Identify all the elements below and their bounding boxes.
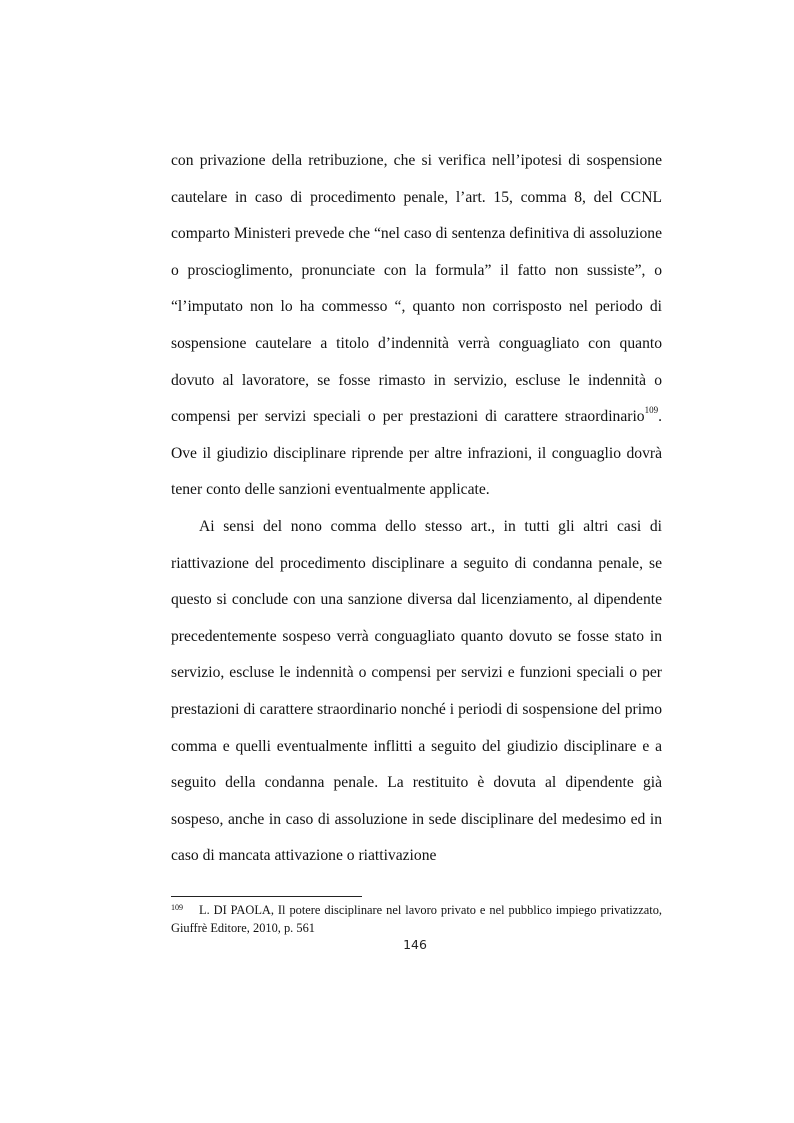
- footnote: [171, 902, 662, 936]
- footnote-separator: [171, 896, 362, 897]
- page-number: 146: [403, 937, 427, 952]
- paragraph-2: Ai sensi del nono comma dello stesso art., in tutti gli altri casi di riattivazione del procedimento disciplinare a seguito di condanna penale, se questo si conclude con una sanzione diversa dal licenziamento, al dipendente precedentemente sospeso verrà conguagliato quanto dovuto se fosse stato in servizio, escluse le indennità o compensi per servizi e funzioni speciali o per prestazioni di carattere straordinario nonché i periodi di sospensione del primo comma e quelli eventualmente inflitti a seguito del giudizio disciplinare e a seguito della condanna penale. La restituito è dovuta al dipendente già sospeso, anche in caso di assoluzione in sede disciplinare del medesimo ed in caso di mancata attivazione o riattivazione: [171, 517, 662, 865]
- footnote-number: 109: [171, 903, 183, 912]
- footnote-reference: 109: [644, 404, 659, 415]
- footnote-text: L. DI PAOLA, Il potere disciplinare nel lavoro privato e nel pubblico impiego privatizzato, Giuffrè Editore, 2010, p. 561: [171, 903, 662, 935]
- paragraph-1: [171, 143, 662, 509]
- body-text: [171, 143, 662, 875]
- paragraph-1-text-after-ref: . Ove il giudizio disciplinare riprende per altre infrazioni, il conguaglio dovrà tener conto delle sanzioni eventualmente applicate.: [171, 408, 662, 499]
- paragraph-1-text-before-ref: con privazione della retribuzione, che si verifica nell’ipotesi di sospensione cautelare in caso di procedimento penale, l’art. 15, comma 8, del CCNL comparto Ministeri prevede che “nel caso di sentenza definitiva di assoluzione o proscioglimento, pronunciate con la formula” il fatto non sussiste”, o “l’imputato non lo ha commesso “, quanto non corrisposto nel periodo di sospensione cautelare a titolo d’indennità verrà conguagliato con quanto dovuto al lavoratore, se fosse rimasto in servizio, escluse le indennità o compensi per servizi speciali o per prestazioni di carattere straordinario: [171, 152, 662, 426]
